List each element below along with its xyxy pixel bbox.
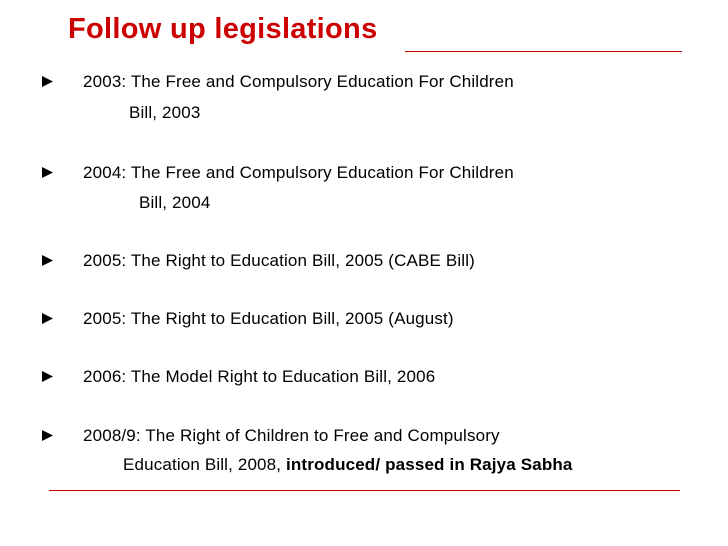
- triangle-bullet-icon: [42, 255, 53, 266]
- item-text-continued: Bill, 2004: [139, 193, 211, 212]
- triangle-bullet-icon: [42, 167, 53, 178]
- item-text: 2003: The Free and Compulsory Education For Children: [83, 72, 514, 91]
- triangle-bullet-icon: [42, 371, 53, 382]
- item-text: 2008/9: The Right of Children to Free and Compulsory: [83, 426, 500, 445]
- triangle-bullet-icon: [42, 313, 53, 324]
- slide-title: Follow up legislations: [68, 13, 378, 45]
- item-text-continued-wrapper: [123, 455, 573, 475]
- item-text: 2005: The Right to Education Bill, 2005 (August): [83, 309, 454, 328]
- item-text-continued: Bill, 2003: [129, 103, 201, 122]
- triangle-bullet-icon: [42, 76, 53, 87]
- triangle-bullet-icon: [42, 430, 53, 441]
- item-text-continued: Education Bill, 2008,: [123, 455, 287, 474]
- bottom-divider: [49, 490, 680, 491]
- item-text-emphasis: introduced/ passed in Rajya Sabha: [286, 455, 573, 474]
- item-text: 2006: The Model Right to Education Bill, 2006: [83, 367, 436, 386]
- item-text: 2005: The Right to Education Bill, 2005 (CABE Bill): [83, 251, 475, 270]
- item-text: 2004: The Free and Compulsory Education For Children: [83, 163, 514, 182]
